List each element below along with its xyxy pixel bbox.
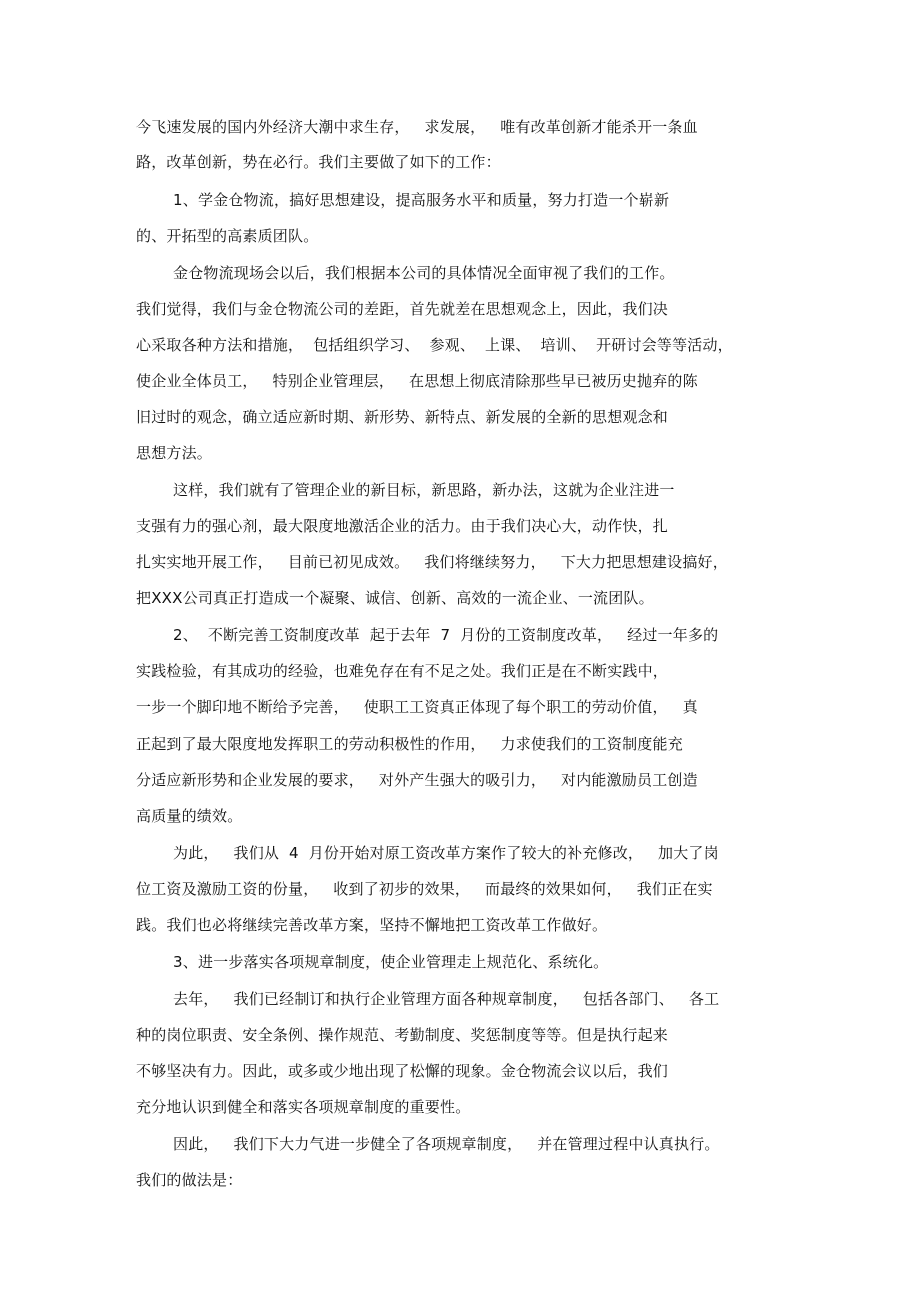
text-line-15: 2、 不断完善工资制度改革 起于去年 7 月份的工资制度改革， 经过一年多的 (173, 626, 719, 644)
text-line-17: 一步一个脚印地不断给予完善， 使职工工资真正体现了每个职工的劳动价值， 真 (136, 698, 698, 716)
text-line-9: 旧过时的观念，确立适应新时期、新形势、新特点、新发展的全新的思想观念和 (136, 408, 669, 426)
text-line-4: 的、开拓型的高素质团队。 (136, 227, 319, 245)
text-line-30: 我们的做法是： (136, 1171, 243, 1189)
text-line-12: 支强有力的强心剂，最大限度地激活企业的活力。由于我们决心大，动作快，扎 (136, 517, 669, 535)
text-line-5: 金仓物流现场会以后，我们根据本公司的具体情况全面审视了我们的工作。 (173, 264, 675, 282)
text-line-11: 这样，我们就有了管理企业的新目标，新思路，新办法，这就为企业注进一 (173, 481, 675, 499)
text-line-27: 不够坚决有力。因此，或多或少地出现了松懈的现象。金仓物流会议以后，我们 (136, 1062, 669, 1080)
text-line-24: 3、进一步落实各项规章制度，使企业管理走上规范化、系统化。 (173, 953, 609, 971)
text-line-14: 把XXX公司真正打造成一个凝聚、诚信、创新、高效的一流企业、一流团队。 (136, 589, 654, 607)
text-line-3: 1、学金仓物流，搞好思想建设，提高服务水平和质量，努力打造一个崭新 (173, 191, 670, 209)
text-line-28: 充分地认识到健全和落实各项规章制度的重要性。 (136, 1098, 471, 1116)
text-line-7: 心采取各种方法和措施， 包括组织学习、 参观、 上课、 培训、 开研讨会等等活动， (136, 336, 733, 354)
text-line-6: 我们觉得，我们与金仓物流公司的差距，首先就差在思想观念上，因此，我们决 (136, 300, 669, 318)
text-line-22: 位工资及激励工资的份量， 收到了初步的效果， 而最终的效果如何， 我们正在实 (136, 880, 713, 898)
text-line-21: 为此， 我们从 4 月份开始对原工资改革方案作了较大的补充修改， 加大了岗 (173, 844, 719, 862)
text-line-26: 种的岗位职责、安全条例、操作规范、考勤制度、奖惩制度等等。但是执行起来 (136, 1026, 669, 1044)
text-line-20: 高质量的绩效。 (136, 807, 243, 825)
text-line-1: 今飞速发展的国内外经济大潮中求生存， 求发展， 唯有改革创新才能杀开一条血 (136, 118, 698, 136)
text-line-2: 路，改革创新，势在必行。我们主要做了如下的工作： (136, 153, 501, 171)
text-line-29: 因此， 我们下大力气进一步健全了各项规章制度， 并在管理过程中认真执行。 (173, 1135, 720, 1153)
text-line-13: 扎实实地开展工作， 目前已初见成效。 我们将继续努力， 下大力把思想建设搞好， (136, 553, 728, 571)
text-line-25: 去年， 我们已经制订和执行企业管理方面各种规章制度， 包括各部门、 各工 (173, 990, 720, 1008)
text-line-10: 思想方法。 (136, 444, 213, 462)
text-line-19: 分适应新形势和企业发展的要求， 对外产生强大的吸引力， 对内能激励员工创造 (136, 771, 698, 789)
text-line-18: 正起到了最大限度地发挥职工的劳动积极性的作用， 力求使我们的工资制度能充 (136, 735, 683, 753)
text-line-8: 使企业全体员工， 特别企业管理层， 在思想上彻底清除那些早已被历史抛弃的陈 (136, 372, 698, 390)
text-line-16: 实践检验，有其成功的经验，也难免存在有不足之处。我们正是在不断实践中， (136, 662, 669, 680)
text-line-23: 践。我们也必将继续完善改革方案，坚持不懈地把工资改革工作做好。 (136, 916, 608, 934)
